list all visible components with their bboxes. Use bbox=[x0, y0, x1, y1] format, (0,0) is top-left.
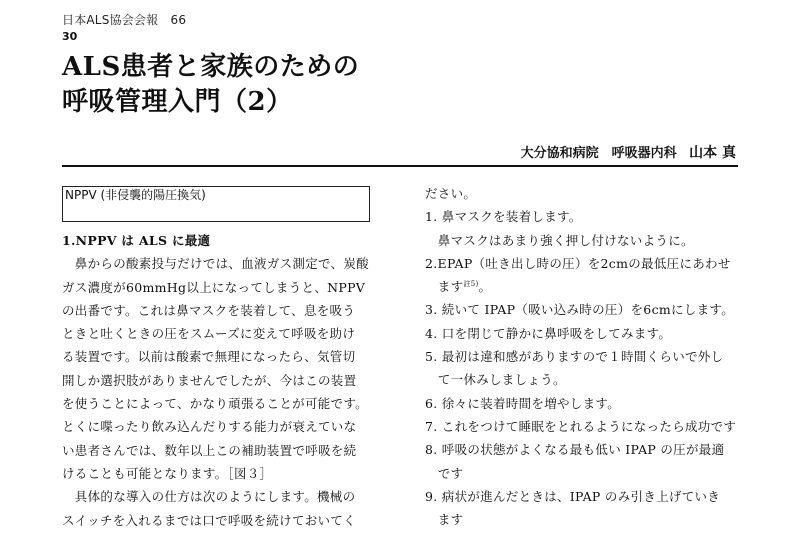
step-item: 8. 呼吸の状態がよくなる最も低い IPAP の圧が最適 bbox=[425, 442, 725, 458]
body-line: を使うことによって、かなり頑張ることが可能です。 bbox=[62, 396, 368, 412]
journal-header: 日本ALS協会会報 66 bbox=[62, 13, 187, 27]
step-item: 4. 口を閉じて静かに鼻呼吸をしてみます。 bbox=[425, 325, 672, 341]
author-affiliation: 大分協和病院 呼吸器内科 bbox=[520, 146, 677, 161]
author-name: 山本 真 bbox=[689, 145, 736, 161]
article-title: ALS患者と家族のための 呼吸管理入門（2） bbox=[62, 52, 360, 117]
body-line: 開しか選択肢がありませんでしたが、今はこの装置 bbox=[62, 372, 357, 388]
step-continuation: て一休みしましょう。 bbox=[425, 372, 566, 388]
body-line: スイッチを入れるまでは口で呼吸を続けておいてく bbox=[62, 512, 356, 528]
step-item: 9. 病状が進んだときは、IPAP のみ引き上げていき bbox=[425, 488, 721, 504]
step-continuation bbox=[425, 275, 743, 298]
body-line: ときと吐くときの圧をスムーズに変えて呼吸を助け bbox=[62, 326, 356, 342]
step-note: 鼻マスクはあまり強く押し付けないように。 bbox=[425, 232, 694, 248]
body-line: ださい。 bbox=[425, 186, 477, 201]
step-item: 3. 続いて IPAP（吸い込み時の圧）を6cmにします。 bbox=[425, 302, 735, 318]
body-line: 具体的な導入の仕方は次のようにします。機械の bbox=[62, 489, 356, 505]
body-line: い患者さんでは、数年以上この補助装置で呼吸を続 bbox=[62, 442, 357, 458]
step-text-end: 。 bbox=[478, 279, 492, 295]
section-box-heading: NPPV (非侵襲的陽圧換気) bbox=[62, 186, 370, 222]
step-item: 7. これをつけて睡眠をとれるようになったら成功です bbox=[425, 418, 737, 434]
body-line: の出番です。これは鼻マスクを装着して、息を吸う bbox=[62, 302, 356, 318]
step-item: 5. 最初は違和感がありますので１時間くらいで外し bbox=[425, 349, 724, 365]
footnote-ref: 註5) bbox=[463, 280, 479, 289]
step-text: ます bbox=[425, 279, 464, 295]
step-continuation: ます bbox=[425, 512, 464, 528]
subheading: 1.NPPV は ALS に最適 bbox=[62, 233, 211, 248]
step-item: 1. 鼻マスクを装着します。 bbox=[425, 209, 582, 225]
body-line: ガス濃度が60mmHg以上になってしまうと、NPPV bbox=[62, 279, 366, 295]
right-column bbox=[425, 182, 743, 531]
body-line: る装置です。以前は酸素で無理になったら、気管切 bbox=[62, 349, 356, 365]
body-line: とくに喋ったり飲み込んだりする能力が衰えていな bbox=[62, 419, 357, 435]
step-item: 2.EPAP（吐き出し時の圧）を2cmの最低圧にあわせ bbox=[425, 255, 731, 271]
left-column bbox=[62, 229, 374, 532]
body-line: 鼻からの酸素投与だけでは、血液ガス測定で、炭酸 bbox=[62, 256, 369, 272]
step-continuation: です bbox=[425, 465, 464, 481]
body-line: けることも可能となります。［図３］ bbox=[62, 465, 273, 481]
author-line bbox=[521, 142, 736, 162]
title-rule bbox=[62, 165, 738, 167]
page-number: 30 bbox=[62, 30, 78, 43]
step-item: 6. 徐々に装着時間を増やします。 bbox=[425, 395, 621, 411]
